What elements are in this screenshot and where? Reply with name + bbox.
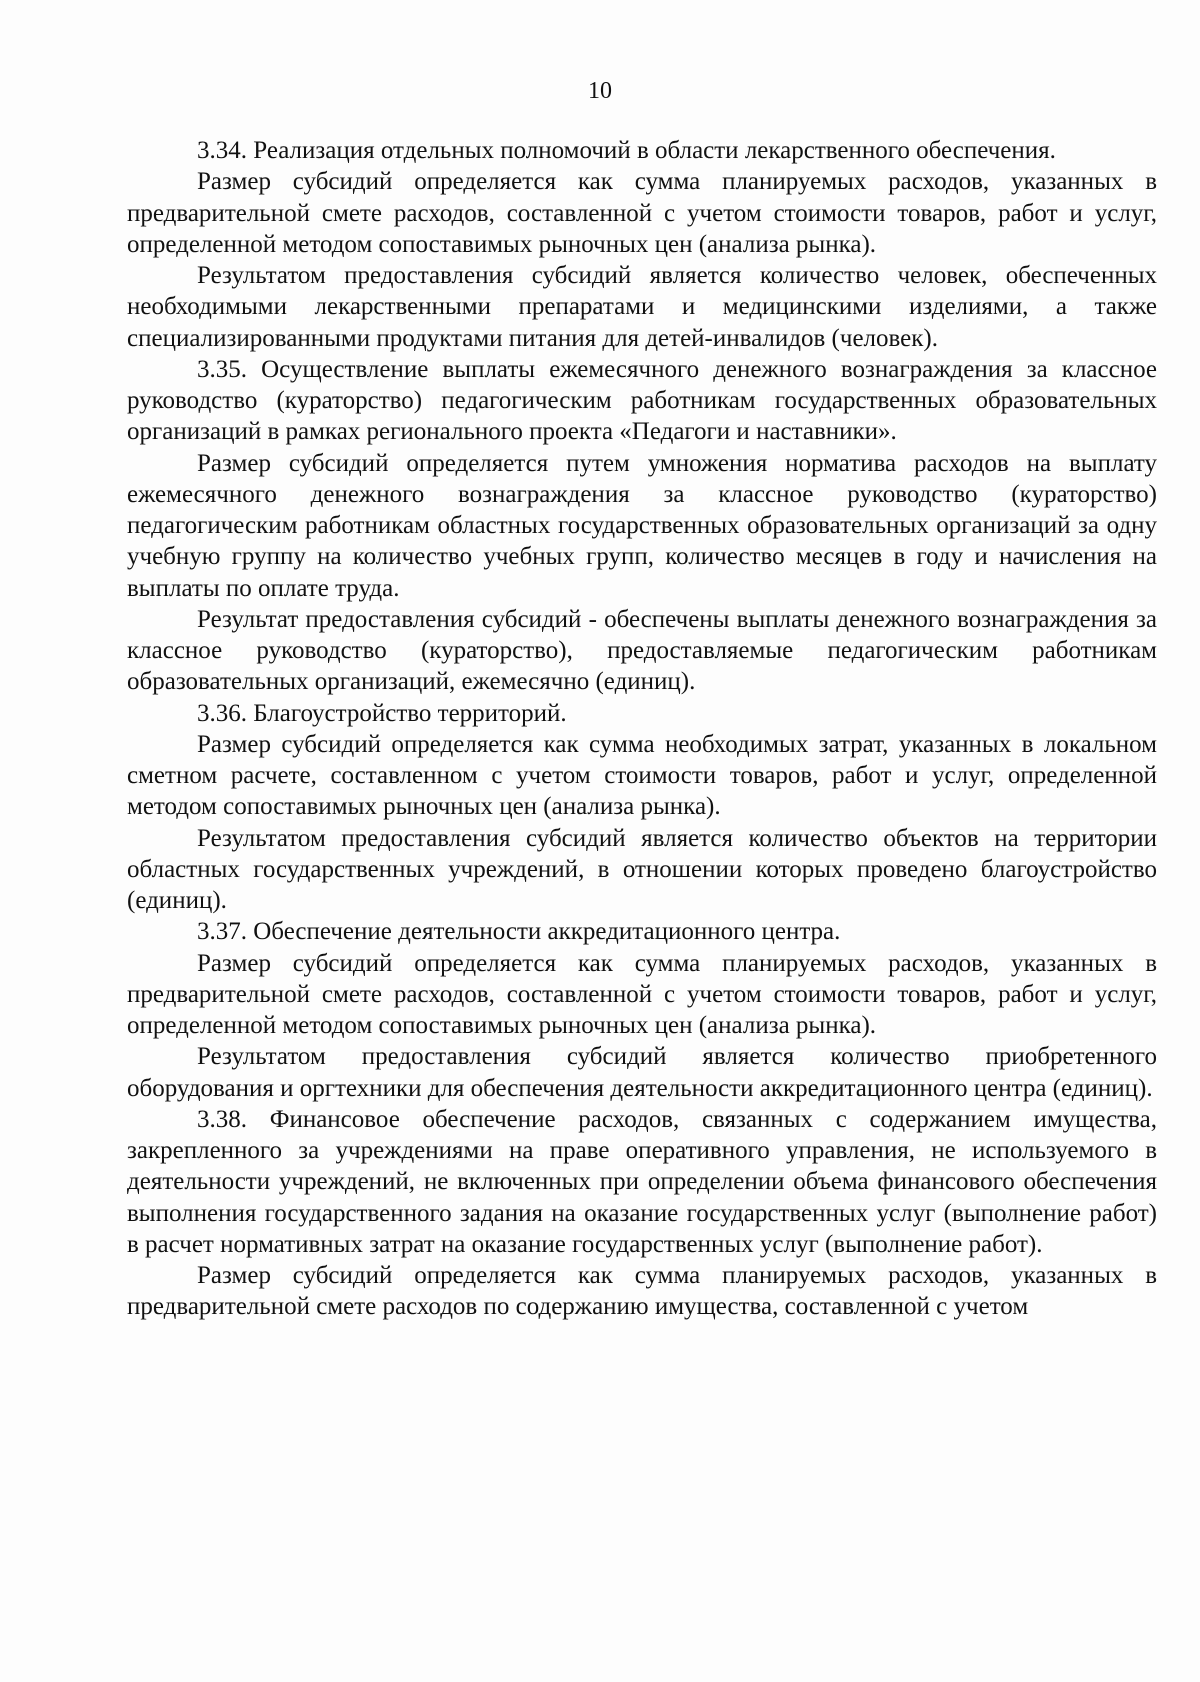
paragraph-3-36-size: Размер субсидий определяется как сумма необходимых затрат, указанных в локальном сметном расчете, составленном с учетом стоимости товаров, работ и услуг, определенной методом сопоставимых рыночных цен (анализа рынка). bbox=[127, 730, 1157, 821]
paragraph-3-35-size: Размер субсидий определяется путем умножения норматива расходов на выплату ежемесячного денежного вознаграждения за классное руководство (кураторство) педагогическим работникам областных государственных образовательных организаций за одну учебную группу на количество учебных групп, количество месяцев в году и начисления на выплаты по оплате труда. bbox=[127, 449, 1157, 602]
paragraph-3-37-result: Результатом предоставления субсидий является количество приобретенного оборудования и оргтехники для обеспечения деятельности аккредитационного центра (единиц). bbox=[127, 1043, 1157, 1102]
paragraph-3-37-size: Размер субсидий определяется как сумма планируемых расходов, указанных в предварительной смете расходов, составленной с учетом стоимости товаров, работ и услуг, определенной методом сопоставимых рыночных цен (анализа рынка). bbox=[127, 949, 1157, 1039]
paragraph-3-35-result: Результат предоставления субсидий - обеспечены выплаты денежного вознаграждения за классное руководство (кураторство), предоставляемые педагогическим работникам образовательных организаций, ежемесячно (единиц). bbox=[127, 605, 1157, 696]
paragraph-3-36-result: Результатом предоставления субсидий является количество объектов на территории областных государственных учреждений, в отношении которых проведено благоустройство (единиц). bbox=[127, 824, 1157, 914]
paragraph-3-38-heading: 3.38. Финансовое обеспечение расходов, связанных с содержанием имущества, закрепленного за учреждениями на праве оперативного управления, не используемого в деятельности учреждений, не включенных при определении объема финансового обеспечения выполнения государственного задания на оказание государственных услуг (выполнение работ) в расчет нормативных затрат на оказание государственных услуг (выполнение работ). bbox=[127, 1105, 1157, 1258]
paragraph-3-38-size: Размер субсидий определяется как сумма планируемых расходов, указанных в предварительной смете расходов по содержанию имущества, составленной с учетом bbox=[127, 1262, 1157, 1321]
paragraph-3-35-heading: 3.35. Осуществление выплаты ежемесячного денежного вознаграждения за классное руководство (кураторство) педагогическим работникам государственных образовательных организаций в рамках регионального проекта «Педагоги и наставники». bbox=[127, 355, 1157, 446]
paragraph-3-34-size: Размер субсидий определяется как сумма планируемых расходов, указанных в предварительной смете расходов, составленной с учетом стоимости товаров, работ и услуг, определенной методом сопоставимых рыночных цен (анализа рынка). bbox=[127, 168, 1157, 258]
paragraph-3-37-heading: 3.37. Обеспечение деятельности аккредитационного центра. bbox=[197, 918, 841, 946]
paragraph-3-36-heading: 3.36. Благоустройство территорий. bbox=[197, 699, 567, 727]
page-number: 10 bbox=[588, 78, 612, 104]
paragraph-3-34-result: Результатом предоставления субсидий является количество человек, обеспеченных необходимыми лекарственными препаратами и медицинскими изделиями, а также специализированными продуктами питания для детей-инвалидов (человек). bbox=[127, 262, 1157, 352]
paragraph-3-34-heading: 3.34. Реализация отдельных полномочий в области лекарственного обеспечения. bbox=[197, 137, 1056, 164]
document-body bbox=[127, 135, 1157, 1323]
